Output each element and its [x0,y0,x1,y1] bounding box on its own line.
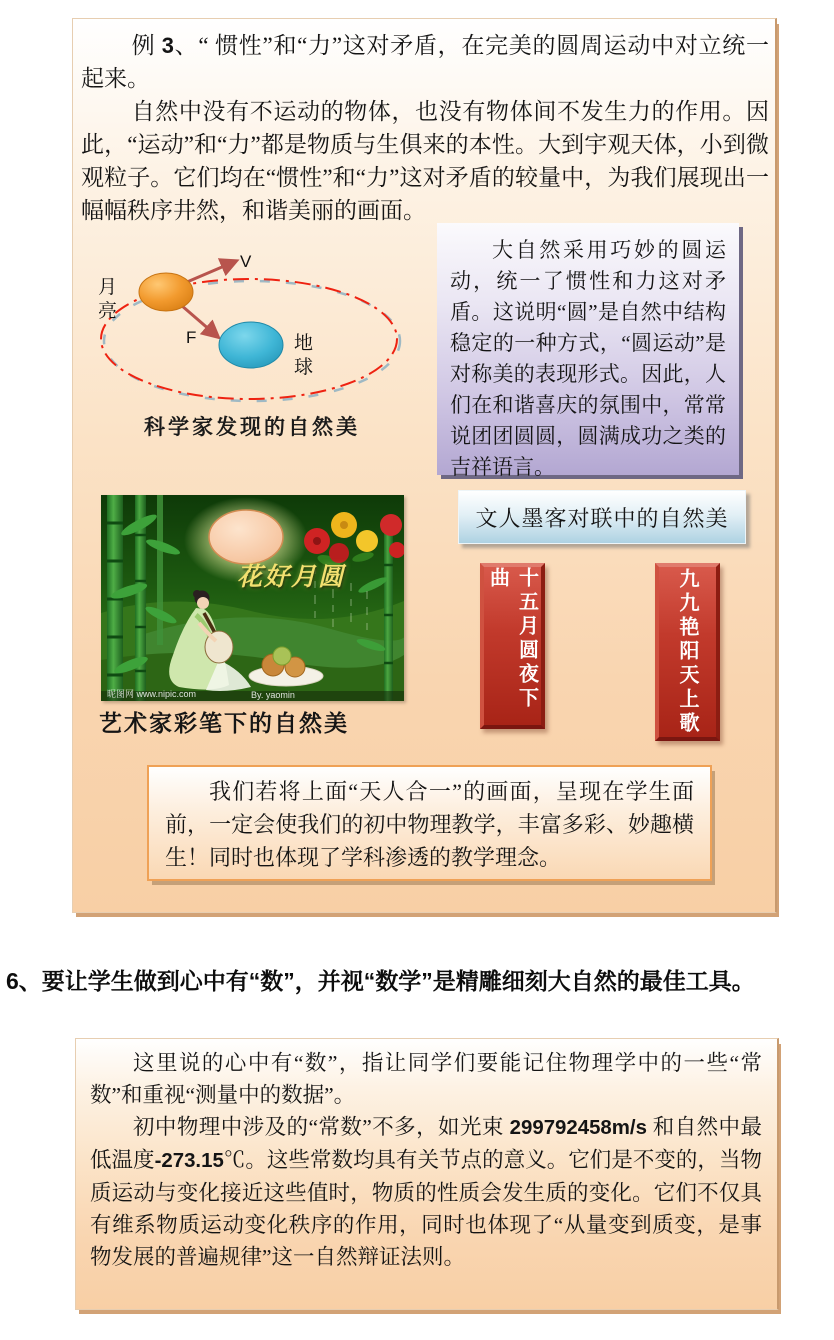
literati-banner-text: 文人墨客对联中的自然美 [475,505,729,531]
intro-paragraph: 自然中没有不运动的物体，也没有物体间不发生力的作用。因此，“运动”和“力”都是物质与生俱来的本性。大到宇观天体，小到微观粒子。它们均在“惯性”和“力”这对矛盾的较量中，为我们展现出一幅幅秩序井然，和谐美丽的画面。 [81,99,769,223]
numbers-p2-seg3: ℃。这些常数均具有关节点的意义。它们是不变的，当物质运动与变化接近这些值时，物质的性质会发生质的变化。它们不仅具有维系物质运动变化秩序的作用，同时也体现了“从量变到质变，是事物发展的普遍规律”这一自然辩证法则。 [90,1148,762,1269]
numbers-paragraph-2 [90,1111,762,1273]
example-heading-text: 、“ 惯性”和“力”这对矛盾，在完美的圆周运动中对立统一起来。 [81,33,770,91]
force-label: F [186,328,197,347]
summary-note [147,765,712,881]
velocity-label: V [240,252,252,271]
numbers-paragraphs [90,1047,762,1273]
circle-motion-note [437,223,739,479]
numbers-p2-seg1: 初中物理中涉及的“常数”不多，如光束 [133,1115,510,1139]
poster-credit: By. yaomin [251,690,295,700]
moon-festival-poster-art [101,495,404,701]
moon-label-top: 月 [98,277,118,298]
section-6-number: 6 [6,968,19,994]
orbit-diagram [86,241,418,441]
circle-motion-note-text: 大自然采用巧妙的圆运动，统一了惯性和力这对矛盾。这说明“圆”是自然中结构稳定的一种方式，“圆运动”是对称美的表现形式。因此，人们在和谐喜庆的氛围中，常常说团团圆圆，圆满成功之类的吉祥语言。 [450,238,726,479]
earth-label-top: 地 [294,333,314,354]
earth-label-bottom: 球 [294,357,314,378]
example-number: 3 [161,33,174,58]
couplet-right [655,563,720,741]
section-6-heading [6,966,832,996]
couplet-left-text: 十五月圆夜下曲 [486,567,538,711]
summary-note-text: 我们若将上面“天人合一”的画面，呈现在学生面前，一定会使我们的初中物理教学，丰富多彩、妙趣横生！同时也体现了学科渗透的教学理念。 [165,779,694,870]
earth-icon [219,322,283,368]
poster-watermark: 昵图网 www.nipic.com [107,689,197,699]
numbers-p2-seg2: 和自然中最低温度 [90,1115,762,1172]
literati-banner [458,490,746,544]
poster-caption: 艺术家彩笔下的自然美 [99,710,349,736]
example-3-heading-paragraph [81,29,769,95]
example-label: 例 [131,33,162,58]
couplet-left [480,563,545,729]
numbers-panel [75,1038,779,1310]
couplet-right-text: 九九艳阳天上歌 [676,568,698,736]
moon-icon [139,273,193,311]
numbers-paragraph-1: 这里说的心中有“数”，指让同学们要能记住物理学中的一些“常数”和重视“测量中的数据”。 [90,1051,762,1107]
intro-paragraphs [81,29,769,227]
example-3-panel [72,18,777,913]
section-6-title: 、要让学生做到心中有“数”，并视“数学”是精雕细刻大自然的最佳工具。 [18,968,755,994]
diagram-caption: 科学家发现的自然美 [144,416,360,439]
speed-of-light-value: 299792458m/s [509,1117,647,1139]
orbit-diagram-svg [86,241,418,407]
poster-moon-icon [209,510,283,564]
poster-title: 花好月圆 [237,564,346,591]
moon-label-bottom: 亮 [98,301,118,322]
absolute-zero-value: -273.15 [154,1150,224,1172]
poster-figure [101,495,404,701]
